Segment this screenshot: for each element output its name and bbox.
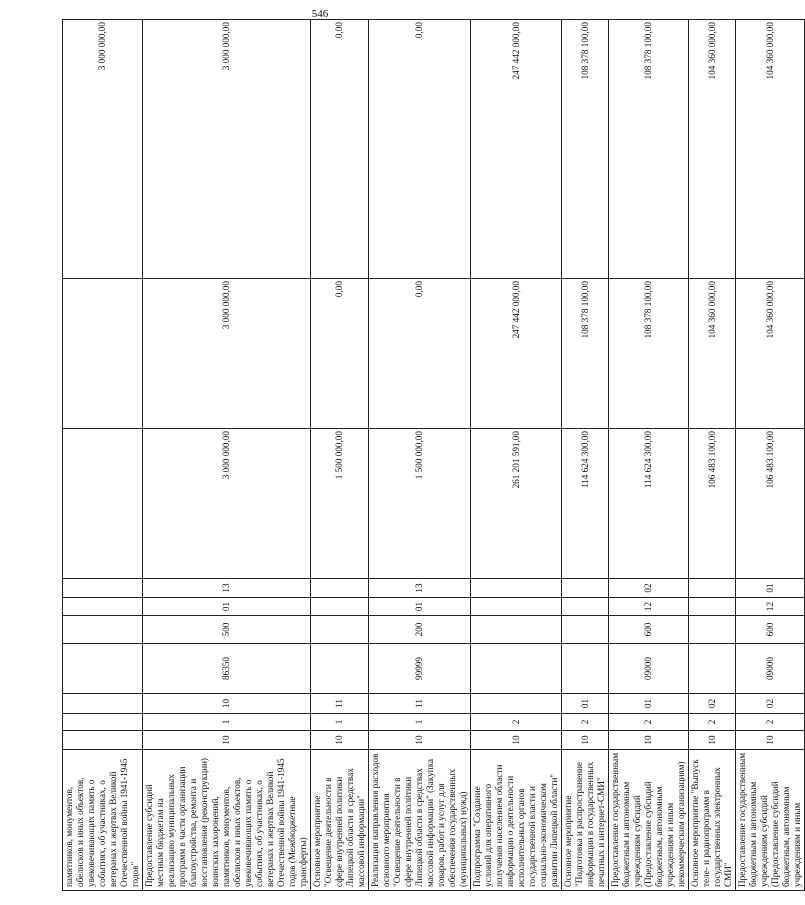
- expense-type-code: [311, 616, 369, 644]
- amount-3: 108 378 100,00: [562, 20, 609, 279]
- pp-code: 1: [311, 714, 369, 731]
- om-code: 01: [562, 694, 609, 714]
- subsection-code: [63, 579, 143, 598]
- gp-code: 10: [736, 731, 805, 750]
- om-code: 01: [609, 694, 689, 714]
- amount-1: 3 000 000,00: [143, 429, 311, 579]
- budget-table: [62, 19, 805, 891]
- subsection-code: 01: [736, 579, 805, 598]
- om-code: 11: [369, 694, 471, 714]
- amount-3: 3 000 000,00: [143, 20, 311, 279]
- amount-3: 0,00: [311, 20, 369, 279]
- expense-type-code: 500: [143, 616, 311, 644]
- row-name: Основное мероприятие "Выпуск теле- и радиопрограмм в государственных электронных СМИ": [689, 750, 736, 891]
- table-row: [562, 20, 609, 891]
- amount-2: 104 360 000,00: [736, 279, 805, 429]
- subsection-code: [562, 579, 609, 598]
- table-row: [311, 20, 369, 891]
- page-number: 546: [311, 8, 329, 20]
- gp-code: 10: [689, 731, 736, 750]
- gp-code: [63, 731, 143, 750]
- gp-code: 10: [311, 731, 369, 750]
- subsection-code: 02: [609, 579, 689, 598]
- amount-2: [63, 279, 143, 429]
- table-row: [471, 20, 562, 891]
- pp-code: 2: [609, 714, 689, 731]
- table-row: [736, 20, 805, 891]
- amount-1: 114 624 300,00: [609, 429, 689, 579]
- amount-1: 106 483 100,00: [736, 429, 805, 579]
- om-code: 10: [143, 694, 311, 714]
- section-code: 01: [143, 598, 311, 616]
- table-row: [369, 20, 471, 891]
- gp-code: 10: [369, 731, 471, 750]
- row-name: Подпрограмма "Создание условий для оперативного получения населением области информации о деятельности исполнительных органов государственной власти и социально-экономическом развитии Липецкой области": [471, 750, 562, 891]
- amount-2: 108 378 100,00: [562, 279, 609, 429]
- subsection-code: [311, 579, 369, 598]
- direction-code: [562, 644, 609, 694]
- pp-code: 1: [369, 714, 471, 731]
- expense-type-code: 200: [369, 616, 471, 644]
- amount-2: 3 000 000,00: [143, 279, 311, 429]
- amount-2: 247 442 000,00: [471, 279, 562, 429]
- direction-code: [63, 644, 143, 694]
- amount-3: 108 378 100,00: [609, 20, 689, 279]
- section-code: 12: [609, 598, 689, 616]
- om-code: 02: [689, 694, 736, 714]
- expense-type-code: 600: [609, 616, 689, 644]
- rotated-page: [62, 20, 802, 891]
- section-code: [689, 598, 736, 616]
- amount-3: 3 000 000,00: [63, 20, 143, 279]
- direction-code: [311, 644, 369, 694]
- amount-2: 108 378 100,00: [609, 279, 689, 429]
- amount-1: 114 624 300,00: [562, 429, 609, 579]
- subsection-code: [689, 579, 736, 598]
- rotated-table-wrapper: [62, 20, 802, 891]
- om-code: [471, 694, 562, 714]
- pp-code: 2: [471, 714, 562, 731]
- pp-code: [63, 714, 143, 731]
- section-code: [63, 598, 143, 616]
- amount-3: 104 360 000,00: [736, 20, 805, 279]
- amount-2: 0,00: [369, 279, 471, 429]
- section-code: [311, 598, 369, 616]
- gp-code: 10: [471, 731, 562, 750]
- amount-1: 106 483 100,00: [689, 429, 736, 579]
- om-code: 02: [736, 694, 805, 714]
- section-code: 12: [736, 598, 805, 616]
- expense-type-code: 600: [736, 616, 805, 644]
- row-name: Основное мероприятие "Освещение деятельности в сфере внутренней политики Липецкой области в средствах массовой информации": [311, 750, 369, 891]
- direction-code: [471, 644, 562, 694]
- amount-1: 261 201 591,00: [471, 429, 562, 579]
- pp-code: 2: [562, 714, 609, 731]
- table-row: [689, 20, 736, 891]
- expense-type-code: [689, 616, 736, 644]
- row-name: Предоставление государственным бюджетным и автономным учреждениям субсидий (Предоставление субсидий бюджетным, автономным учреждениям и иным некоммерческим организациям): [609, 750, 689, 891]
- direction-code: [689, 644, 736, 694]
- amount-1: 1 500 000,00: [369, 429, 471, 579]
- om-code: 11: [311, 694, 369, 714]
- expense-type-code: [562, 616, 609, 644]
- amount-3: 104 360 000,00: [689, 20, 736, 279]
- row-name: памятников, монументов, обелисков и иных объектов, увековечивающих память о событиях, об участниках, о ветеранах и жертвах Великой Отечественной войны 1941-1945 годов": [63, 750, 143, 891]
- om-code: [63, 694, 143, 714]
- table-row: [609, 20, 689, 891]
- pp-code: 2: [689, 714, 736, 731]
- gp-code: 10: [609, 731, 689, 750]
- gp-code: 10: [143, 731, 311, 750]
- row-name: Реализация направления расходов основного мероприятия "Освещение деятельности в сфере внутренней политики Липецкой области в средствах массовой информации" (Закупка товаров, работ и услуг для обеспечения государственных (муниципальных) нужд): [369, 750, 471, 891]
- pp-code: 2: [736, 714, 805, 731]
- expense-type-code: [471, 616, 562, 644]
- amount-1: [63, 429, 143, 579]
- row-name: Основное мероприятие "Подготовка и распространение информации в государственных печатных и интернет-СМИ": [562, 750, 609, 891]
- amount-3: 0,00: [369, 20, 471, 279]
- row-name: Предоставление государственным бюджетным и автономным учреждениям субсидий (Предоставление субсидий бюджетным, автономным учреждениям и иным: [736, 750, 805, 891]
- subsection-code: [471, 579, 562, 598]
- direction-code: 09000: [609, 644, 689, 694]
- section-code: [562, 598, 609, 616]
- amount-1: 1 500 000,00: [311, 429, 369, 579]
- amount-2: 104 360 000,00: [689, 279, 736, 429]
- direction-code: 99999: [369, 644, 471, 694]
- row-name: Предоставление субсидий местным бюджетам на реализацию муниципальных программ в части организации благоустройства, ремонта и восстановления (реконструкции) воинских захоронений, памятников, монументов, обелисков и иных объектов, увековечивающих память о событиях, об участниках, о ветеранах и жертвах Великой Отечественной войны 1941-1945 годов (Межбюджетные трансферты): [143, 750, 311, 891]
- table-row: [63, 20, 143, 891]
- table-row: [143, 20, 311, 891]
- expense-type-code: [63, 616, 143, 644]
- gp-code: 10: [562, 731, 609, 750]
- subsection-code: 13: [143, 579, 311, 598]
- amount-3: 247 442 000,00: [471, 20, 562, 279]
- direction-code: 86350: [143, 644, 311, 694]
- section-code: 01: [369, 598, 471, 616]
- pp-code: 1: [143, 714, 311, 731]
- section-code: [471, 598, 562, 616]
- direction-code: 09000: [736, 644, 805, 694]
- subsection-code: 13: [369, 579, 471, 598]
- amount-2: 0,00: [311, 279, 369, 429]
